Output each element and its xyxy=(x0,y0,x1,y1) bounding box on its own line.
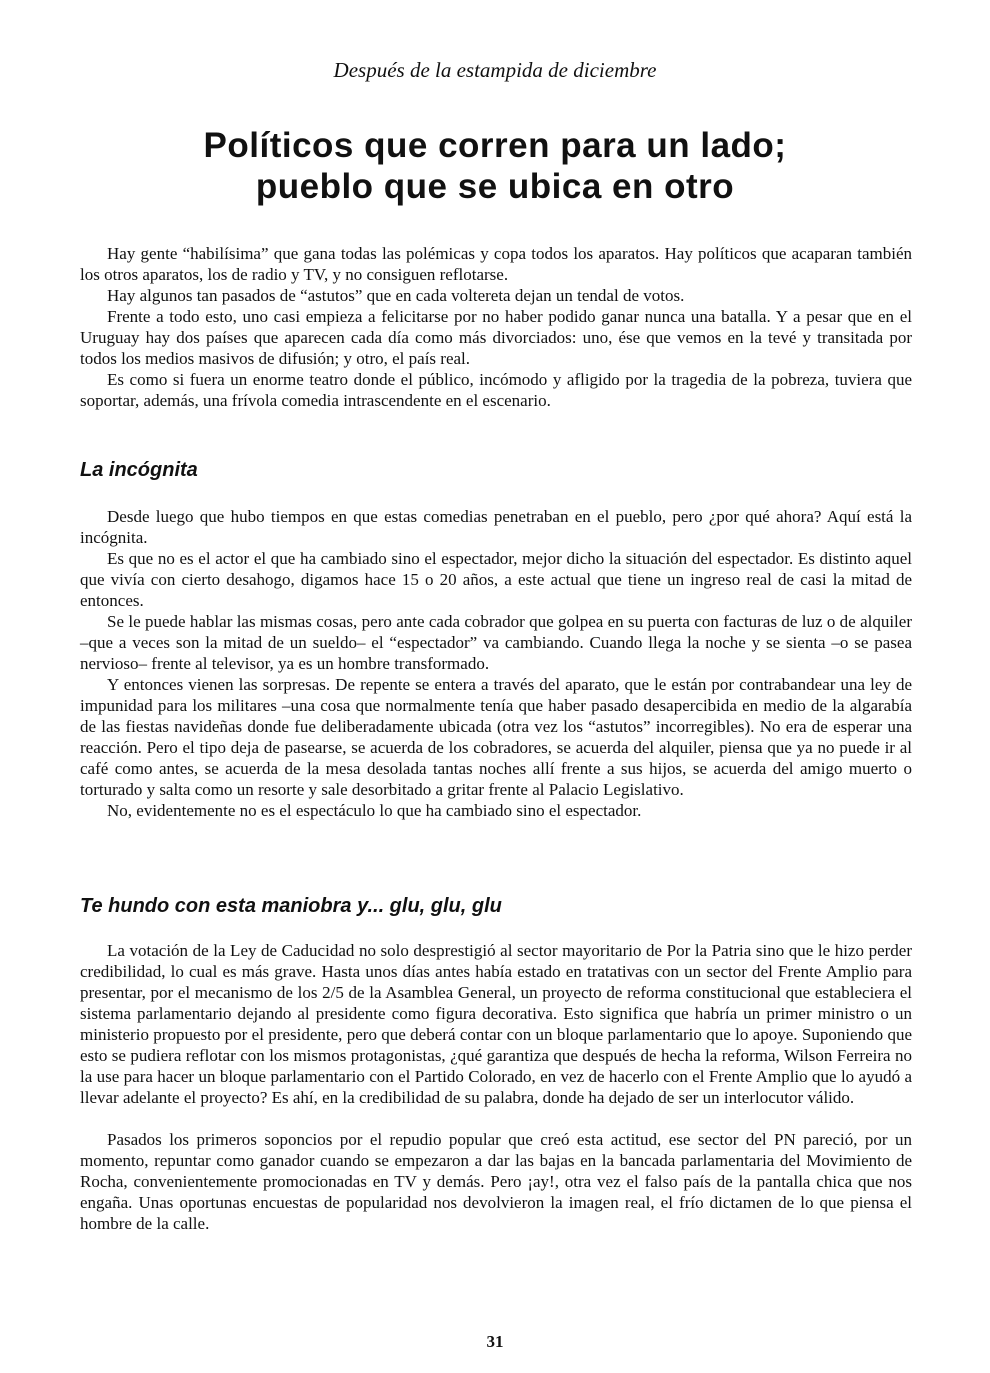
paragraph-gap xyxy=(80,1108,912,1129)
headline-line-1: Políticos que corren para un lado; xyxy=(203,126,787,165)
section-heading-te-hundo: Te hundo con esta maniobra y... glu, glu, glu xyxy=(80,895,502,917)
section-heading-la-incognita: La incógnita xyxy=(80,459,198,481)
intro-paragraph: Frente a todo esto, uno casi empieza a felicitarse por no haber podido ganar nunca una batalla. Y a pesar que en el Uruguay hay dos países que aparecen cada día como más divorciados: uno, ése que vemos en la tevé y transitada por todos los medios masivos de difusión; y otro, el país real. xyxy=(80,307,912,368)
section-paragraph: La votación de la Ley de Caducidad no solo desprestigió al sector mayoritario de Por la Patria sino que le hizo perder credibilidad, lo cual es más grave. Hasta unos días antes había estado en tratativas con un sector del Frente Amplio para presentar, por el mecanismo de los 2/5 de la Asamblea General, un proyecto de reforma constitucional que estableciera el sistema parlamentario dejando al presidente como figura decorativa. Esto significa que habría un primer ministro o un ministerio propuesto por el presidente, pero que deberá contar con un bloque parlamentario que lo apoye. Suponiendo que esto se pudiera reflotar con los mismos protagonistas, ¿qué garantiza que después de hecha la reforma, Wilson Ferreira no la use para hacer un bloque parlamentario con el Partido Colorado, en vez de hacerlo con el Frente Amplio que lo ayudó a llevar adelante el proyecto? Es ahí, en la credibilidad de su palabra, donde ha dejado de ser un interlocutor válido. xyxy=(80,941,912,1107)
intro-paragraph: Hay algunos tan pasados de “astutos” que en cada voltereta dejan un tendal de votos. xyxy=(107,286,685,305)
section-paragraph: Es que no es el actor el que ha cambiado sino el espectador, mejor dicho la situación del espectador. Es distinto aquel que vivía con cierto desahogo, digamos hace 15 o 20 años, a este actual que tiene un ingreso real de casi la mitad de entonces. xyxy=(80,549,912,610)
section-paragraph: Se le puede hablar las mismas cosas, pero ante cada cobrador que golpea en su puerta con facturas de luz o de alquiler –que a veces son la mitad de un sueldo– el “espectador” va cambiando. Cuando llega la noche y se sienta –o se pasea nervioso– frente al televisor, ya es un hombre transformado. xyxy=(80,612,912,673)
section-paragraph: Y entonces vienen las sorpresas. De repente se entera a través del aparato, que le están por contrabandear una ley de impunidad para los militares –una cosa que normalmente tenía que haber pasado desapercibida en medio de la algarabía de las fiestas navideñas donde fue deliberadamente ubicada (otra vez los “astutos” incorregibles). No era de esperar una reacción. Pero el tipo deja de pasearse, se acuerda de los cobradores, se acuerda del alquiler, piensa que ya no puede ir al café como antes, se acuerda de la mesa desolada tantas noches allí frente a sus hijos, se acuerda del amigo muerto o torturado y salta como un resorte y sale desorbitado a gritar frente al Palacio Legislativo. xyxy=(80,675,912,799)
section-paragraph: No, evidentemente no es el espectáculo lo que ha cambiado sino el espectador. xyxy=(107,801,642,820)
page-number: 31 xyxy=(486,1332,504,1351)
headline xyxy=(0,125,990,207)
intro-paragraph: Es como si fuera un enorme teatro donde el público, incómodo y afligido por la tragedia de la pobreza, tuviera que soportar, además, una frívola comedia intrascendente en el escenario. xyxy=(80,370,912,410)
headline-line-2: pueblo que se ubica en otro xyxy=(255,167,735,206)
intro-paragraph: Hay gente “habilísima” que gana todas las polémicas y copa todos los aparatos. Hay políticos que acaparan también los otros aparatos, los de radio y TV, y no consiguen reflotarse. xyxy=(80,244,912,284)
intro-block xyxy=(80,243,912,411)
section-paragraph: Desde luego que hubo tiempos en que estas comedias penetraban en el pueblo, pero ¿por qué ahora? Aquí está la incógnita. xyxy=(80,507,912,547)
section-2-body xyxy=(80,940,912,1234)
kicker: Después de la estampida de diciembre xyxy=(333,58,657,82)
section-paragraph: Pasados los primeros soponcios por el repudio popular que creó esta actitud, ese sector del PN pareció, por un momento, repuntar como ganador cuando se empezaron a dar las bajas en la bancada parlamentaria del Movimiento de Rocha, convenientemente promocionadas en TV y demás. Pero ¡ay!, otra vez el falso país de la pantalla chica que nos engaña. Unas oportunas encuestas de popularidad nos devolvieron la imagen real, el frío dictamen de lo que piensa el hombre de la calle. xyxy=(80,1130,912,1233)
section-1-body xyxy=(80,506,912,821)
